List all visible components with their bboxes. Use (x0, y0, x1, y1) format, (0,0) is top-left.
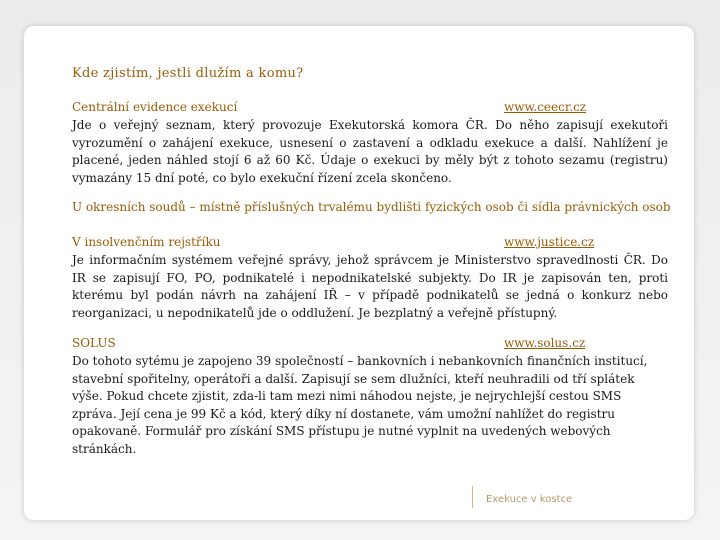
section-ceecr (72, 100, 668, 187)
section-label-ceecr: Centrální evidence exekucí (72, 100, 238, 114)
courts-line: U okresních soudů – místně příslušných trvalému bydlišti fyzických osob či sídla právnických osob (72, 200, 671, 214)
footer-text: Exekuce v kostce (486, 494, 573, 505)
section-text-ceecr: Jde o veřejný seznam, který provozuje Exekutorská komora ČR. Do něho zapisují exekutoři vyrozumění o zahájení exekuce, usnesení o zastavení a odkladu exekuce a další. Nahlížení je placené, jeden náhled stojí 6 až 60 Kč. Údaje o exekuci by měly být z tohoto sezamu (registru) vymazány 15 dní poté, co bylo exekuční řízení zcela skončeno. (72, 118, 668, 185)
section-solus (72, 336, 668, 458)
footer-divider (472, 486, 473, 508)
link-justice[interactable]: www.justice.cz (504, 235, 595, 249)
section-text-solus: Do tohoto sytému je zapojeno 39 společností – bankovních i nebankovních finančních institucí, stavební spořitelny, operátoři a další. Zapisují se sem dlužníci, kteří neuhradili od tří splátek výše. Pokud chcete zjistit, zda-li tam mezi nimi náhodou nejste, je nejrychlejší cestou SMS zpráva. Její cena je 99 Kč a kód, který díky ní dostanete, vám umožní nahlížet do registru opakovaně. Formulář pro získání SMS přístupu je nutné vyplnit na uvedených webových stránkách. (72, 354, 648, 456)
link-ceecr[interactable]: www.ceecr.cz (504, 100, 587, 114)
page-title: Kde zjistím, jestli dlužím a komu? (72, 66, 304, 81)
section-insolvency (72, 235, 668, 322)
section-label-solus: SOLUS (72, 336, 116, 350)
section-label-insolvency: V insolvenčním rejstříku (72, 235, 221, 249)
section-text-insolvency: Je informačním systémem veřejné správy, jehož správcem je Ministerstvo spravedlnosti ČR. Do IR se zapisují FO, PO, podnikatelé i nepodnikatelské subjekty. Do IR je zapisován ten, proti kterému byl podán návrh na zahájení IŘ – v případě podnikatelů se jedná o konkurz nebo reorganizaci, u nepodnikatelů jde o oddlužení. Je bezplatný a veřejně přístupný. (72, 253, 668, 320)
link-solus[interactable]: www.solus.cz (504, 336, 586, 350)
